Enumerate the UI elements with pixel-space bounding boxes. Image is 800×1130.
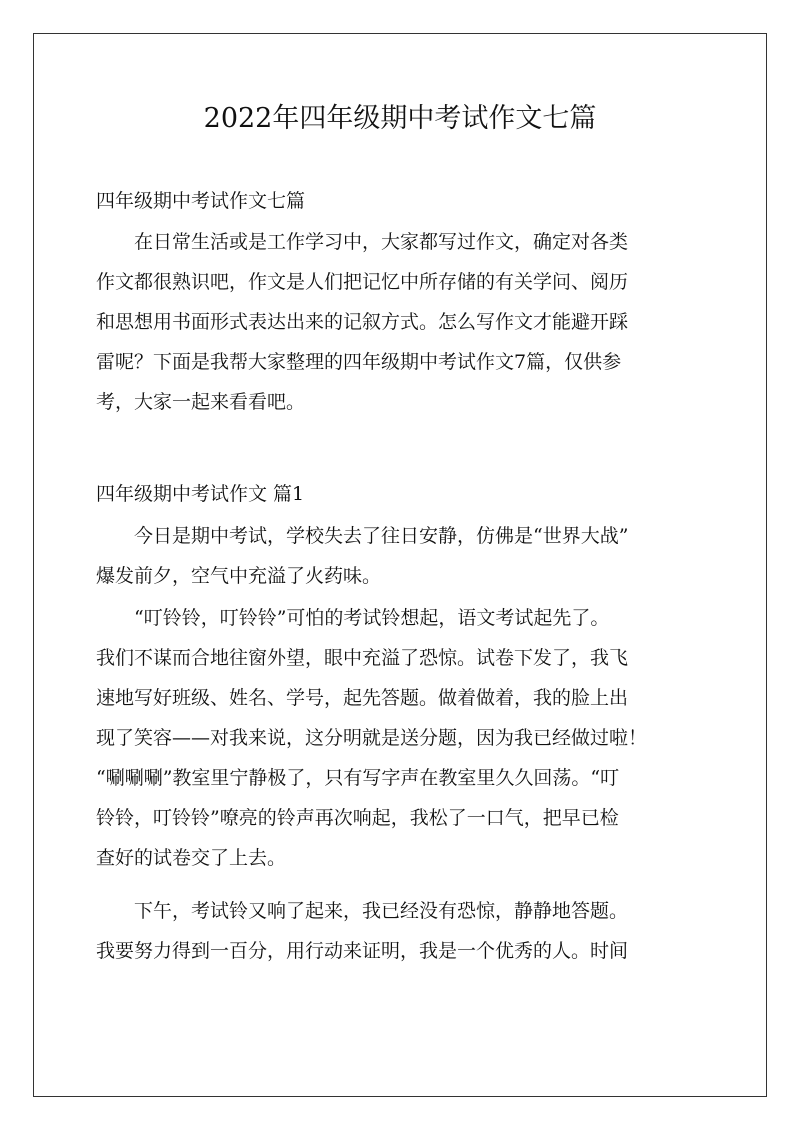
essay-line: 我要努力得到一百分，用行动来证明，我是一个优秀的人。时间 — [96, 940, 629, 962]
section-heading — [96, 182, 704, 220]
essay-line: 铃铃，叮铃铃”嘹亮的铃声再次响起，我松了一口气，把早已检 — [96, 807, 619, 829]
intro-paragraph — [96, 222, 704, 422]
intro-line: 考，大家一起来看看吧。 — [96, 391, 306, 413]
section-heading-text: 四年级期中考试作文七篇 — [96, 190, 306, 212]
essay-line: 今日是期中考试，学校失去了往日安静，仿佛是“世界大战” — [96, 525, 629, 547]
intro-line: 和思想用书面形式表达出来的记叙方式。怎么写作文才能避开踩 — [96, 311, 629, 333]
essay1-paragraph-3 — [96, 891, 704, 971]
intro-line: 雷呢？下面是我帮大家整理的四年级期中考试作文7篇，仅供参 — [96, 351, 622, 373]
essay1-heading — [96, 475, 704, 513]
intro-line: 作文都很熟识吧，作文是人们把记忆中所存储的有关学问、阅历 — [96, 271, 629, 293]
essay-line: 我们不谋而合地往窗外望，眼中充溢了恐惊。试卷下发了，我飞 — [96, 647, 629, 669]
intro-line: 在日常生活或是工作学习中，大家都写过作文，确定对各类 — [96, 231, 629, 253]
document-title: 2022年四年级期中考试作文七篇 — [203, 103, 597, 134]
essay-line: 查好的试卷交了上去。 — [96, 847, 287, 869]
essay-line: “唰唰唰”教室里宁静极了，只有写字声在教室里久久回荡。“叮 — [96, 767, 620, 789]
essay1-paragraph-2 — [96, 598, 704, 878]
essay-line: 下午，考试铃又响了起来，我已经没有恐惊，静静地答题。 — [96, 900, 629, 922]
essay-line: 爆发前夕，空气中充溢了火药味。 — [96, 565, 382, 587]
essay-line: 速地写好班级、姓名、学号，起先答题。做着做着，我的脸上出 — [96, 687, 629, 709]
essay-line: “叮铃铃，叮铃铃”可怕的考试铃想起，语文考试起先了。 — [96, 607, 610, 629]
essay-line: 现了笑容——对我来说，这分明就是送分题，因为我已经做过啦！ — [96, 727, 648, 749]
essay1-heading-text: 四年级期中考试作文 篇1 — [96, 483, 305, 505]
essay1-paragraph-1 — [96, 516, 704, 596]
